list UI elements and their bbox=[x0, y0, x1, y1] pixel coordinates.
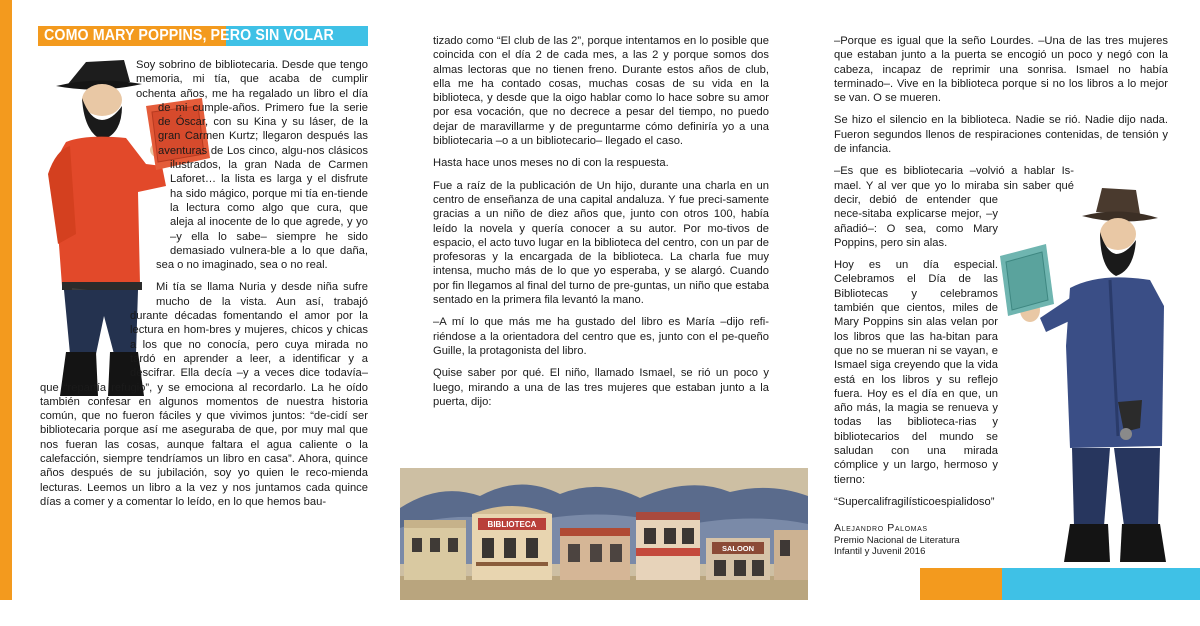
paragraph: –Porque es igual que la seño Lourdes. –Una de las tres mujeres que estaban junto a la puerta se encogió un poco y negó con la cabeza, incapaz de reprimir una sonrisa. Ismael no había terminado–. Vive en la biblioteca porque si no los libros a lo mejor se van. O se mueren. bbox=[834, 35, 1168, 105]
paragraph: –A mí lo que más me ha gustado del libro es María –dijo refi-riéndose a la orientadora del centro que es, junto con el pe-queño Guille, la protagonista del libro. bbox=[433, 316, 769, 357]
library-sign: BIBLIOTECA bbox=[487, 520, 537, 529]
paragraph: –Es que es bibliotecaria –volvió a hablar Is-mael. Y al ver que yo lo miraba sin saber qué decir, debió de entender que nece-sitaba explicarse mejor, –y añadió–: O sea, como Mary Poppins, pero sin alas. bbox=[834, 165, 1074, 249]
column-1-text bbox=[40, 58, 368, 517]
saloon-sign: SALOON bbox=[721, 544, 755, 553]
column-2-text bbox=[433, 34, 769, 417]
paragraph: tizado como “El club de las 2”, porque intentamos en lo posible que coincida con el día 2 de cada mes, a las 2 y porque somos dos almas lectoras que no tienen freno. Durante estos años de club, ella me ha contado cosas, muchas cosas de su vida en la biblioteca, y desde que la oigo hablar como lo hace sobre su amor por esa vocación, que no decrece a pesar del tiempo, no puedo dejar de maravillarme y de preguntarme cómo definiría yo a una bibliotecaria –o a un bibliotecario– llegado el caso. bbox=[433, 35, 769, 148]
bottom-cyan-bar bbox=[1002, 568, 1200, 600]
paragraph: Quise saber por qué. El niño, llamado Ismael, se rió un poco y luego, mirando a una de las tres mujeres que estaban junto a la puerta, dijo: bbox=[433, 367, 769, 408]
paragraph: Soy sobrino de bibliotecaria. Desde que tengo memoria, mi tía, que acaba de cumplir ochenta años, me ha regalado un libro el día de mi cumple-años. Primero fue la serie de Óscar, con su Kina y su láser, de la gran Carmen Kurtz; llegaron después las aventuras de Los cinco, algu-nos clásicos ilustrados, la gran Nada de Carmen Laforet… la lista es larga y el disfrute ha sido mágico, porque mi tía en-tiende la lectura como algo que cura, que aleja al inocente de lo que agrede, y yo –y ella lo sabe– siempre he sido demasiado vulnera-ble a lo que daña, sea o no imaginado, sea o no real. bbox=[136, 59, 368, 272]
bottom-orange-bar bbox=[920, 568, 1002, 600]
paragraph: Hasta hace unos meses no di con la respuesta. bbox=[433, 157, 669, 170]
paragraph: Mi tía se llama Nuria y desde niña sufre mucho de la vista. Aun así, trabajó durante décadas fomentando el amor por la lectura en hom-bres y mujeres, chicos y chicas a los que no conocía, pero cuya mirada no tardó en aprender a leer, a identificar y a descifrar. Ella decía –y a veces dice todavía– que “repartía refugio”, y se emociona al recordarlo. La he oído también confesar en algunos momentos de nuestra historia común, que no fueron fáciles y que vivimos juntos: “de-cidí ser bibliotecaria porque así me aseguraba de que, por muy mal que nos fueran las cosas, aunque faltara el agua caliente o la calefacción, siempre tendríamos un libro en casa”. Ahora, quince años después de su jubilación, soy yo quien le reco-mienda lecturas. Leemos un libro a la vez y nos juntamos cada quince días a comer y a comentar lo leído, en lo que hemos bau- bbox=[40, 281, 368, 508]
author-name: Alejandro Palomas bbox=[834, 522, 928, 534]
award-line-1: Premio Nacional de Literatura bbox=[834, 534, 960, 546]
paragraph: Fue a raíz de la publicación de Un hijo, durante una charla en un centro de enseñanza de una capital andaluza. Y fue preci-samente gracias a un niño de diez años que, junto con otros 100, había leído la novela y quería conocer a su autor. Por mo-tivos de espacio, el acto tuvo lugar en la biblioteca del centro, con un par de profesoras y la encargada de la biblioteca. La charla fue muy intensa, mucho más de lo que yo esperaba, y se alargó. Cuando por fin llegamos al final del turno de pre-guntas, un niño que estaba sentado en la primera fila levantó la mano. bbox=[433, 179, 769, 307]
man-blue-coat-illustration bbox=[1000, 176, 1170, 566]
paragraph: Se hizo el silencio en la biblioteca. Nadie se rió. Nadie dijo nada. Fueron segundos llenos de respiraciones contenidas, de tensión y de infancia. bbox=[834, 114, 1168, 156]
western-town-illustration bbox=[400, 468, 808, 600]
section-title: COMO MARY POPPINS, PERO SIN VOLAR bbox=[44, 27, 334, 44]
author-credit bbox=[834, 523, 1034, 558]
quote: “Supercalifragilísticoespialidoso” bbox=[834, 495, 995, 508]
left-edge-orange-bar bbox=[0, 0, 12, 600]
paragraph: Hoy es un día especial. Celebramos el Día de las Bibliotecas y celebramos también que cientos, miles de Mary Poppins sin alas velan por los libros que las ha-bitan para que no se mueran ni se vayan, e Ismael siga creyendo que la vida está en los libros y su reflejo fuera. Hoy es el día en que, un año más, la magia se renueva y todas las biblioteca-rias y bibliotecarios del mundo se saludan con una mirada cómplice y un largo, hermoso y tierno: bbox=[834, 259, 998, 486]
award-line-2: Infantil y Juvenil 2016 bbox=[834, 546, 926, 557]
